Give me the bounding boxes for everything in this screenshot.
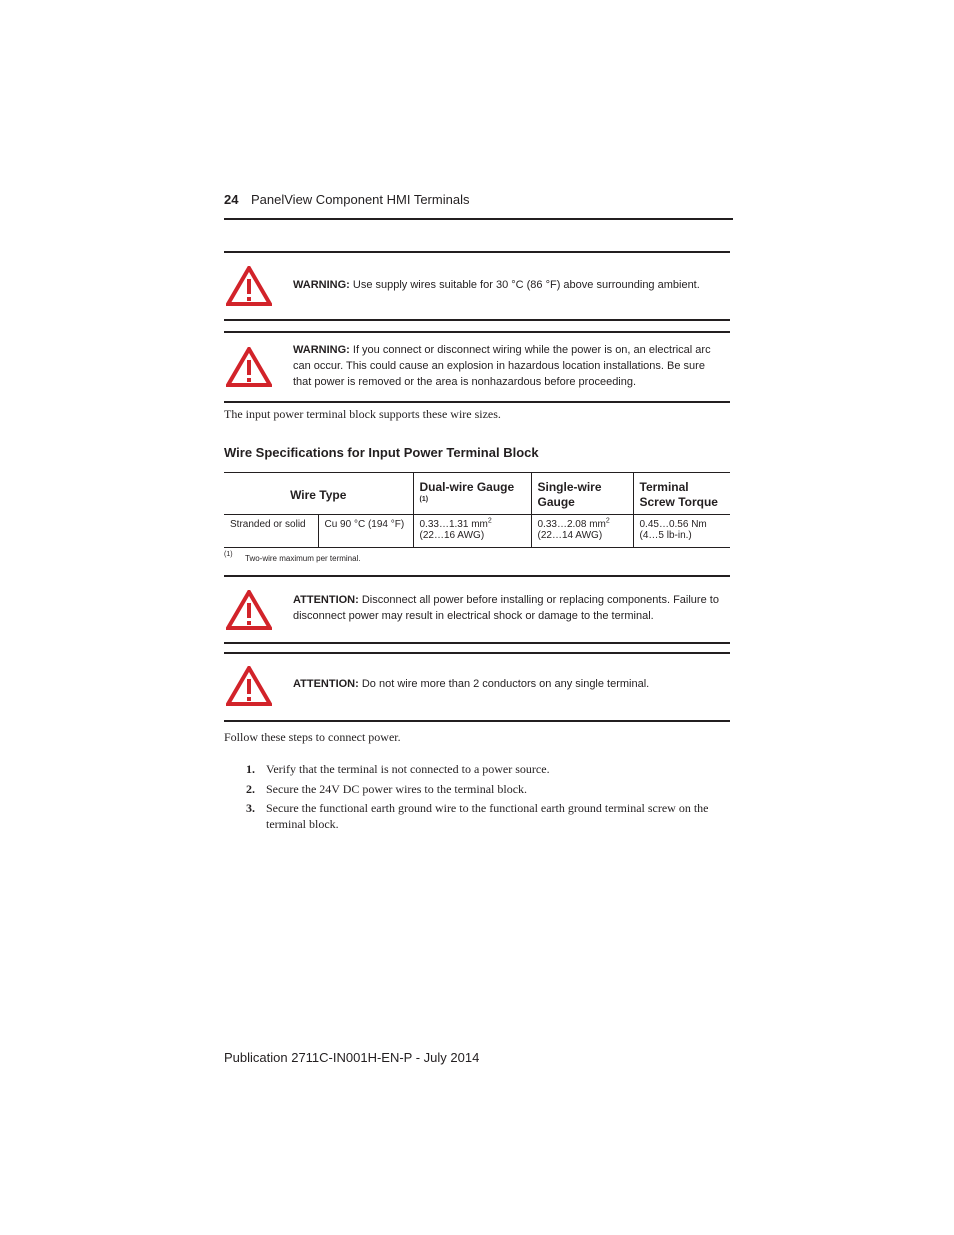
attention-body: Disconnect all power before installing or replacing components. Failure to disconnect power may result in electrical shock or damage to the terminal. [293, 594, 719, 622]
step-number: 3. [246, 801, 255, 815]
cell-wire-type: Stranded or solid [230, 519, 306, 530]
step-text: Verify that the terminal is not connected to a power source. [266, 762, 550, 776]
footnote-text: Two-wire maximum per terminal. [245, 554, 361, 563]
warning-triangle-icon [226, 347, 272, 387]
attention-label: ATTENTION: [293, 678, 359, 690]
attention-label: ATTENTION: [293, 594, 359, 606]
warning-text [293, 277, 722, 293]
footnote-ref: (1) [419, 496, 429, 503]
warning-text [293, 342, 722, 390]
warning-notice-supply-wires [224, 251, 730, 321]
cell-single-wire-gauge: 0.33…2.08 $mm^2$ (22…14 AWG) [531, 515, 633, 548]
cell-dual-wire-gauge: 0.33…1.31 $mm^2$ (22…16 AWG) [413, 515, 531, 548]
step-number: 1. [246, 762, 255, 776]
wire-spec-table [224, 472, 730, 548]
header-wire-type: Wire Type [290, 487, 347, 502]
attention-text [293, 676, 722, 692]
step-text: Secure the 24V DC power wires to the terminal block. [266, 782, 528, 796]
table-row [224, 515, 730, 548]
header-terminal-screw-torque: Terminal Screw Torque [633, 473, 730, 515]
cell-wire-material: Cu 90 °C (194 °F) [318, 515, 413, 548]
running-title: PanelView Component HMI Terminals [251, 192, 470, 207]
table-header-row [224, 473, 730, 515]
header-rule [224, 218, 733, 220]
warning-triangle-icon [226, 590, 272, 630]
warning-body: If you connect or disconnect wiring while the power is on, an electrical arc can occur. This could cause an explosion in hazardous location installations. Be sure that power is removed or the area is nonhazardous before proceeding. [293, 344, 711, 388]
steps-intro: Follow these steps to connect power. [224, 730, 401, 744]
page-number: 24 [224, 192, 239, 207]
warning-label: WARNING: [293, 279, 350, 291]
step-number: 2. [246, 782, 255, 796]
footnote-marker: (1) [224, 551, 233, 558]
warning-notice-electrical-arc [224, 331, 730, 403]
warning-triangle-icon [226, 666, 272, 706]
step-text: Secure the functional earth ground wire to the functional earth ground terminal screw on the terminal block. [266, 801, 709, 831]
warning-label: WARNING: [293, 344, 350, 356]
attention-body: Do not wire more than 2 conductors on any single terminal. [361, 678, 650, 690]
cell-torque: 0.45…0.56 Nm (4…5 lb-in.) [633, 515, 730, 548]
attention-text [293, 592, 722, 624]
header-single-wire-gauge: Single-wire Gauge [531, 473, 633, 515]
attention-notice-disconnect-power [224, 575, 730, 644]
header-dual-wire-gauge: Dual-wire Gauge $^{(1)}$ [413, 473, 531, 515]
table-title: Wire Specifications for Input Power Terminal Block [224, 445, 539, 460]
intro-paragraph: The input power terminal block supports these wire sizes. [224, 407, 501, 421]
warning-triangle-icon [226, 266, 272, 306]
publication-footer: Publication 2711C-IN001H-EN-P - July 2014 [224, 1050, 480, 1065]
attention-notice-conductors [224, 652, 730, 722]
warning-body: Use supply wires suitable for 30 °C (86 °F) above surrounding ambient. [352, 279, 700, 291]
